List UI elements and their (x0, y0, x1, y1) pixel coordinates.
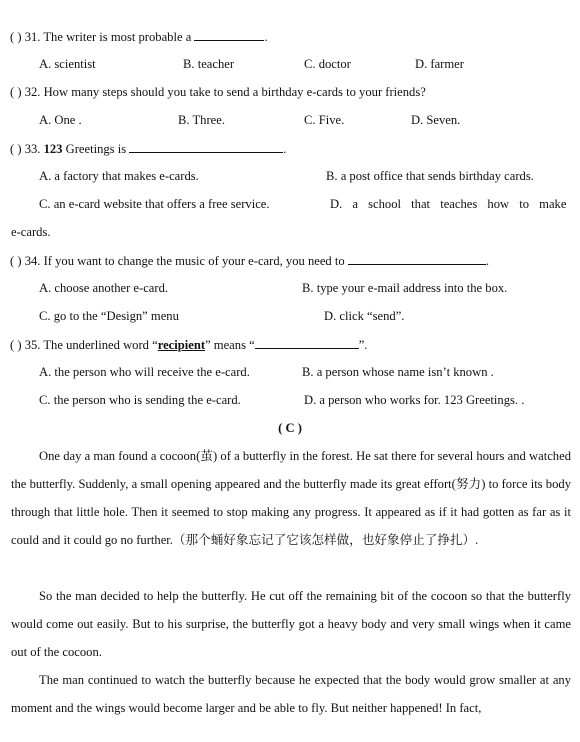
passage-paragraph-2: So the man decided to help the butterfly. He cut off the remaining bit of the cocoon so that the butterfly would come out easily. But to his surprise, the butterfly got a heavy body and very small wings when it came out of the cocoon. (11, 589, 571, 659)
q33-option-a: A. a factory that makes e-cards. (39, 169, 199, 183)
q35-option-c: C. the person who is sending the e-card. (39, 393, 241, 407)
passage-paragraph-1: One day a man found a cocoon(茧) of a butterfly in the forest. He sat there for several hours and watched the butterfly. Suddenly, a small opening appeared and the butterfly made its great effort(努力) to force its body through that little hole. Then it seemed to stop making any progress. It appeared as if it had gotten as far as it could and it could go no further.（那个蛹好象忘记了它该怎样做，也好象停止了挣扎）. (11, 449, 571, 547)
q33-option-c: C. an e-card website that offers a free service. (39, 197, 270, 211)
q34-option-d: D. click “send”. (324, 309, 405, 323)
underlined-word: recipient (157, 338, 206, 352)
answer-blank (129, 140, 283, 153)
q35-option-a: A. the person who will receive the e-card. (39, 365, 250, 379)
q32-option-c: C. Five. (304, 113, 345, 127)
answer-blank (255, 336, 359, 349)
q31-option-d: D. farmer (415, 57, 464, 71)
q33-option-b: B. a post office that sends birthday cards. (326, 169, 534, 183)
q31-option-a: A. scientist (39, 57, 96, 71)
q32-option-a: A. One . (39, 113, 82, 127)
q35-option-b: B. a person whose name isn’t known . (302, 365, 494, 379)
q33-option-d: D. a school that teaches how to make (330, 197, 567, 211)
answer-blank (194, 28, 264, 41)
q32-option-d: D. Seven. (411, 113, 461, 127)
question-35: ( ) 35. The underlined word “recipient” means “ ”. (10, 338, 368, 352)
q31-option-b: B. teacher (183, 57, 235, 71)
question-31: ( ) 31. The writer is most probable a . (10, 30, 268, 44)
q34-option-b: B. type your e-mail address into the box. (302, 281, 508, 295)
question-33: ( ) 33. 123 Greetings is . (10, 142, 287, 156)
q34-option-a: A. choose another e-card. (39, 281, 169, 295)
section-title: ( C ) (278, 421, 302, 435)
q34-option-c: C. go to the “Design” menu (39, 309, 179, 323)
passage-paragraph-3: The man continued to watch the butterfly because he expected that the body would grow smaller at any moment and the wings would become larger and be able to fly. But neither happened! In fact, (11, 673, 571, 715)
q33-option-d-cont: e-cards. (11, 225, 51, 239)
q32-option-b: B. Three. (178, 113, 225, 127)
q35-option-d: D. a person who works for. 123 Greetings. . (304, 393, 525, 407)
question-34: ( ) 34. If you want to change the music of your e-card, you need to . (10, 254, 489, 268)
q31-option-c: C. doctor (304, 57, 351, 71)
question-32: ( ) 32. How many steps should you take to send a birthday e-cards to your friends? (10, 85, 426, 99)
answer-blank (348, 252, 486, 265)
